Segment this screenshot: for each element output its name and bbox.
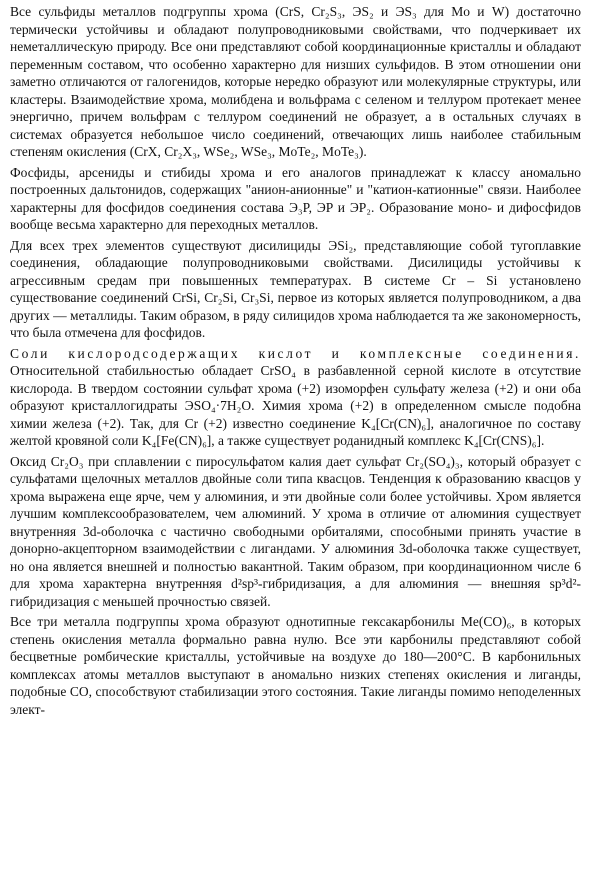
paragraph-text: Все сульфиды металлов подгруппы хрома (CrS, Cr₂S₃, ЭS₂ и ЭS₃ для Mo и W) достаточно термически устойчивы и обладают полупроводниковыми свойствами, что подчеркивает их неметаллическую природу. Все они представляют собой координационные кристаллы и обладают переменным составом, что особенно характерно для низших сульфидов. В этом отношении они заметно отличаются от галогенидов, которые нередко образуют или молекулярные структуры, или кластеры. Взаимодействие хрома, молибдена и вольфрама с селеном и теллуром протекает менее энергично, причем вольфрам с теллуром соединений не образует, а в остальных случаях в системах образуется небольшое число соединений, отвечающих лишь наиболее стабильным степеням окисления (CrX, Cr₂X₃, WSe₂, WSe₃, MoTe₂, MoTe₃). xyxy=(10,4,581,159)
paragraph-text: Оксид Cr₂O₃ при сплавлении с пиросульфатом калия дает сульфат Cr₂(SO₄)₃, который образует с сульфатами щелочных металлов двойные соли типа квасцов. Тенденция к образованию квасцов у хрома выражена еще ярче, чем у алюминия, и эти двойные соли более устойчивы. Хром является лучшим комплексообразователем, чем алюминий. У хрома в отличие от алюминия существует внутренняя 3d-оболочка с частично свободными орбиталями, способными принять участие в донорно-акцепторном взаимодействии с лигандами. У алюминия 3d-оболочка также существует, но она является внешней и полностью вакантной. Таким образом, при координационном числе 6 для хрома характерна внутренняя d²sp³-гибридизация, а для алюминия — внешняя sp³d²-гибридизация с меньшей прочностью связей. xyxy=(10,453,581,609)
section-heading-spaced: Соли кислородсодержащих кислот и комплексные соединения. xyxy=(10,345,581,361)
paragraph-salts-complexes xyxy=(10,345,581,450)
paragraph-text: Фосфиды, арсениды и стибиды хрома и его аналогов принадлежат к классу аномально построенных дальтонидов, содержащих "анион-анионные" и "катион-катионные" связи. Наиболее характерны для фосфидов соединения состава Э₃P, ЭP и ЭP₂. Образование моно- и дифосфидов вообще весьма характерно для переходных металлов. xyxy=(10,164,581,232)
paragraph-sulfides xyxy=(10,3,581,161)
paragraph-phosphides xyxy=(10,164,581,234)
paragraph-carbonyls xyxy=(10,613,581,718)
paragraph-oxide-alum xyxy=(10,453,581,611)
paragraph-silicides xyxy=(10,237,581,342)
paragraph-text: Для всех трех элементов существуют дисилициды ЭSi₂, представляющие собой тугоплавкие соединения, обладающие полупроводниковыми свойствами. Дисилициды устойчивы к агрессивным средам при повышенных температурах. В системе Cr – Si установлено существование соединений CrSi, Cr₂Si, Cr₃Si, первое из которых является полупроводником, а два других — металлиды. Таким образом, в ряду силицидов хрома наблюдается та же закономерность, что была отмечена для фосфидов. xyxy=(10,237,581,340)
paragraph-text: Все три металла подгруппы хрома образуют однотипные гексакарбонилы Me(CO)₆, в которых степень окисления металла формально равна нулю. Все эти карбонилы представляют собой бесцветные ромбические кристаллы, устойчивые на воздухе до 180—200°C. В карбонильных комплексах атомы металлов выступают в аномально низких степенях окисления и лиганды, подобные CO, способствуют стабилизации этого состояния. Такие лиганды помимо неподеленных элект- xyxy=(10,614,581,717)
paragraph-text: Относительной стабильностью обладает CrSO₄ в разбавленной серной кислоте в отсутствие кислорода. В твердом состоянии сульфат хрома (+2) изоморфен сульфату железа (+2) и они оба образуют кристаллогидраты ЭSO₄·7H₂O. Химия хрома (+2) в определенном смысле подобна химии железа (+2). Так, для Cr (+2) известно соединение K₄[Cr(CN)₆], аналогичное по составу желтой кровяной соли K₄[Fe(CN)₆], а также существует роданидный комплекс K₄[Cr(CNS)₆]. xyxy=(10,363,581,448)
